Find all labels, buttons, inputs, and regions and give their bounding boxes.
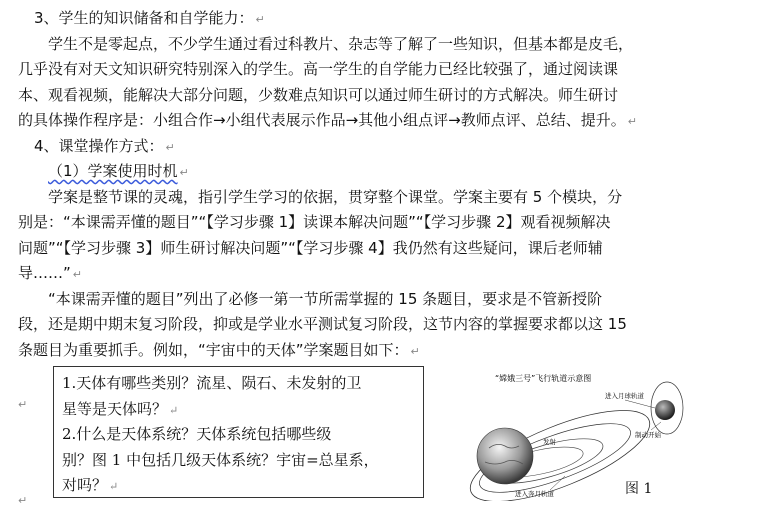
question-line — [62, 473, 415, 499]
question-line — [62, 371, 415, 397]
paragraph-line — [18, 185, 742, 211]
question-line — [62, 448, 415, 474]
question-line — [62, 397, 415, 423]
heading-3 — [18, 6, 742, 32]
paragraph-mark: ↵ — [627, 115, 637, 128]
line-text: 对吗？ — [62, 476, 108, 494]
paragraph-line — [18, 338, 742, 364]
orbit-diagram — [455, 366, 695, 501]
line-text: 星等是天体吗？ — [62, 399, 168, 418]
line-text: 几乎没有对天文知识研究特别深入的学生。高一学生的自学能力已经比较强了，通过阅读课 — [18, 60, 619, 78]
paragraph-mark: ↵ — [255, 13, 265, 26]
pointer-line — [625, 400, 655, 408]
pointer-line — [651, 422, 661, 430]
label-lunar-orbit: 进入月球轨道 — [605, 392, 644, 400]
earth — [477, 428, 533, 484]
paragraph-line — [18, 108, 742, 134]
line-text: 别是：“本课需弄懂的题目”“【学习步骤 1】读课本解决问题”“【学习步骤 2】观看视频解决 — [18, 213, 611, 231]
paragraph-mark: ↵ — [18, 398, 28, 411]
figure-caption: 图 1 — [625, 481, 653, 497]
paragraph-mark: ↵ — [410, 344, 420, 358]
body-text — [18, 6, 742, 363]
label-braking: 制动开始 — [635, 431, 661, 439]
line-text: 别？图 1 中包括几级天体系统？宇宙=总星系， — [62, 450, 379, 469]
line-text: 导……” — [18, 264, 71, 282]
paragraph-line — [18, 312, 742, 338]
line-text: “本课需弄懂的题目”列出了必修一第一节所需掌握的 15 条题目，要求是不管新授阶 — [48, 289, 603, 308]
line-text: 的具体操作程序是：小组合作→小组代表展示作品→其他小组点评→教师点评、总结、提升。 — [18, 111, 626, 129]
line-text: 3、学生的知识储备和自学能力： — [34, 9, 254, 27]
line-text: 条题目为重要抓手。例如，“宇宙中的天体”学案题目如下： — [18, 340, 409, 359]
line-text: 段，还是期中期末复习阶段，抑或是学业水平测试复习阶段，这节内容的掌握要求都以这 15 — [18, 315, 627, 333]
paragraph-line — [18, 236, 742, 262]
paragraph-mark: ↵ — [109, 480, 119, 493]
line-text: 学案是整节课的灵魂，指引学生学习的依据，贯穿整个课堂。学案主要有 5 个模块，分 — [48, 187, 623, 206]
line-text: 本、观看视频，能解决大部分问题，少数难点知识可以通过师生研讨的方式解决。师生研讨 — [18, 85, 619, 104]
line-text: 4、课堂操作方式： — [34, 136, 164, 155]
paragraph-mark: ↵ — [18, 494, 28, 507]
line-text: 1.天体有哪些类别？流星、陨石、未发射的卫 — [62, 374, 362, 392]
pointer-line — [550, 476, 565, 490]
line-text: 2.什么是天体系统？天体系统包括哪些级 — [62, 425, 332, 443]
label-transfer: 进入奔月轨道 — [515, 490, 554, 498]
figure-title: “嫦娥三号”飞行轨道示意图 — [495, 374, 592, 383]
label-launch: 发射 — [543, 438, 556, 446]
moon — [655, 400, 675, 420]
paragraph-mark: ↵ — [165, 140, 175, 154]
paragraph-line — [18, 210, 742, 236]
paragraph-mark: ↵ — [72, 268, 82, 281]
paragraph-mark: ↵ — [169, 403, 179, 417]
line-text: 学生不是零起点，不少学生通过看过科教片、杂志等了解了一些知识，但基本都是皮毛， — [48, 34, 634, 53]
paragraph-line — [18, 287, 742, 313]
question-box — [53, 366, 424, 498]
subheading — [18, 159, 742, 185]
paragraph-line — [18, 261, 742, 287]
paragraph-mark: ↵ — [179, 166, 189, 179]
line-text: （1）学案使用时机 — [48, 162, 178, 180]
line-text: 问题”“【学习步骤 3】师生研讨解决问题”“【学习步骤 4】我仍然有这些疑问，课后老师辅 — [18, 238, 603, 257]
heading-4 — [18, 134, 742, 160]
paragraph-line — [18, 32, 742, 58]
paragraph-line — [18, 83, 742, 109]
paragraph-line — [18, 57, 742, 83]
question-line — [62, 422, 415, 448]
